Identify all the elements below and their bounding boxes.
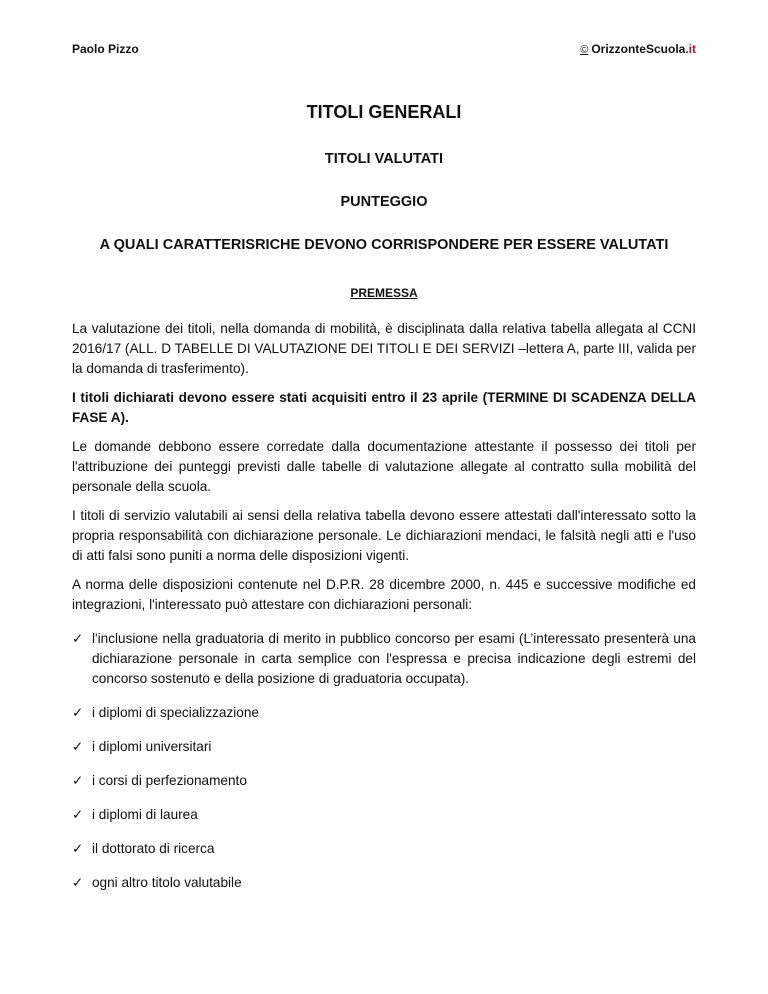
subtitle-punteggio: PUNTEGGIO <box>340 194 428 210</box>
subtitle-titoli-valutati: TITOLI VALUTATI <box>324 151 444 167</box>
brand-name: OrizzonteScuola <box>591 42 686 56</box>
list-item-text: i diplomi di laurea <box>92 807 198 822</box>
bullet-list <box>72 629 696 893</box>
paragraph-bold: I titoli dichiarati devono essere stati acquisiti entro il 23 aprile (TERMINE DI SCADENZA DELLA FASE A). <box>72 390 696 425</box>
list-item-text: i diplomi di specializzazione <box>92 705 259 720</box>
list-item <box>72 737 696 757</box>
brand-tld: .it <box>685 42 696 56</box>
list-item <box>72 805 696 825</box>
list-item-text: i corsi di perfezionamento <box>92 773 247 788</box>
paragraph: Le domande debbono essere corredate dalla documentazione attestante il possesso dei titoli per l'attribuzione dei punteggi previsti dalle tabelle di valutazione allegate al contratto sulla mobilità del personale della scuola. <box>72 439 696 494</box>
list-item-text: il dottorato di ricerca <box>92 841 215 856</box>
paragraph: A norma delle disposizioni contenute nel D.P.R. 28 dicembre 2000, n. 445 e successive modifiche ed integrazioni, l'interessato può attestare con dichiarazioni personali: <box>72 577 696 612</box>
paragraph: I titoli di servizio valutabili ai sensi della relativa tabella devono essere attestati dall'interessato sotto la propria responsabilità con dichiarazione personale. Le dichiarazioni mendaci, le falsità negli atti e l'uso di atti falsi sono puniti a norma delle disposizioni vigenti. <box>72 508 696 563</box>
list-item-text: l'inclusione nella graduatoria di merito in pubblico concorso per esami (L’interessato presenterà una dichiarazione personale in carta semplice con l'espressa e precisa indicazione degli estremi del concorso sostenuto e della posizione di graduatoria occupata). <box>92 631 696 686</box>
copyright-symbol: © <box>580 44 589 56</box>
header-brand <box>580 42 696 56</box>
list-item <box>72 771 696 791</box>
main-title: TITOLI GENERALI <box>306 102 462 122</box>
list-item <box>72 703 696 723</box>
check-mark-icon: ✓ <box>72 631 84 646</box>
check-mark-icon: ✓ <box>72 807 84 822</box>
paragraph: La valutazione dei titoli, nella domanda di mobilità, è disciplinata dalla relativa tabella allegata al CCNI 2016/17 (ALL. D TABELLE DI VALUTAZIONE DEI TITOLI E DEI SERVIZI –lettera A, parte III, valida per la domanda di trasferimento). <box>72 321 696 376</box>
section-title: PREMESSA <box>350 286 418 300</box>
list-item <box>72 629 696 689</box>
subtitle-caratteristiche: A QUALI CARATTERISRICHE DEVONO CORRISPONDERE PER ESSERE VALUTATI <box>99 237 669 253</box>
check-mark-icon: ✓ <box>72 841 84 856</box>
check-mark-icon: ✓ <box>72 739 84 754</box>
list-item <box>72 873 696 893</box>
header-author: Paolo Pizzo <box>72 42 139 56</box>
check-mark-icon: ✓ <box>72 875 84 890</box>
list-item <box>72 839 696 859</box>
document-body <box>72 319 696 907</box>
check-mark-icon: ✓ <box>72 773 84 788</box>
list-item-text: ogni altro titolo valutabile <box>92 875 242 890</box>
check-mark-icon: ✓ <box>72 705 84 720</box>
list-item-text: i diplomi universitari <box>92 739 212 754</box>
